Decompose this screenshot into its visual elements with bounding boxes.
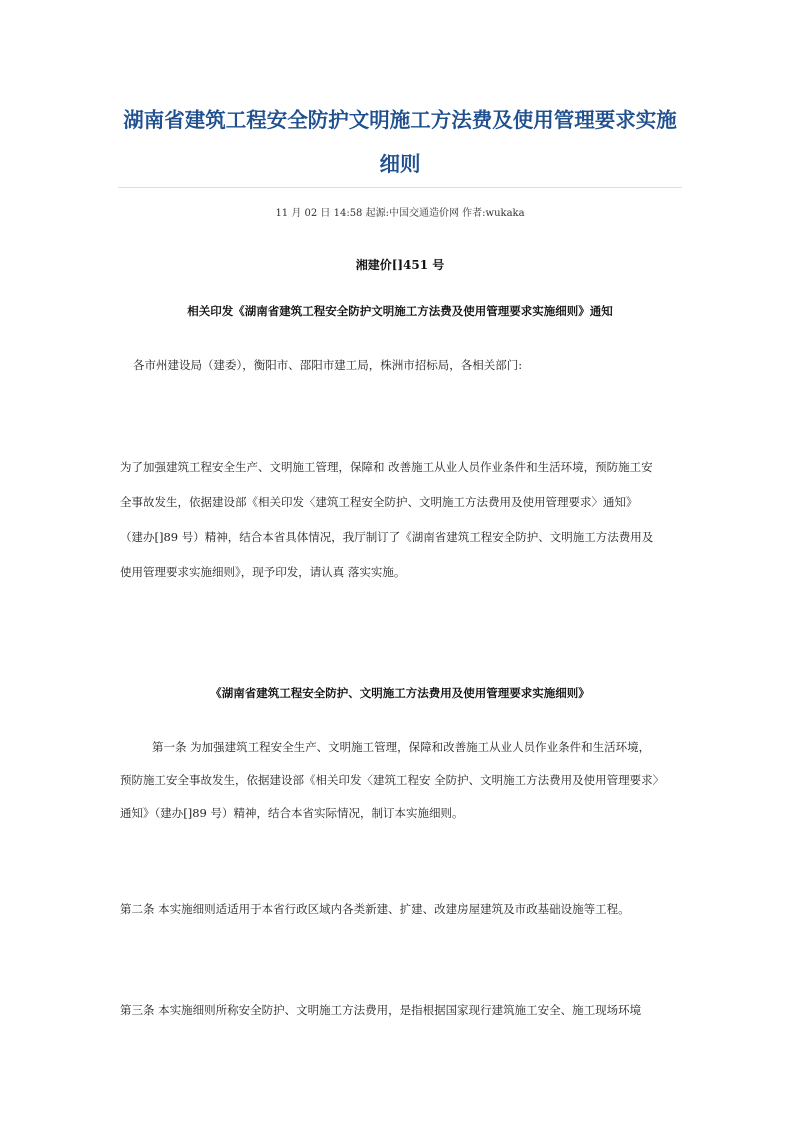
article-meta: 11 月 02 日 14:58 起源:中国交通造价网 作者:wukaka	[275, 208, 525, 219]
intro-line: 为了加强建筑工程安全生产、文明施工管理，保障和 改善施工从业人员作业条件和生活环境，预防施工安	[120, 460, 653, 474]
article-title	[120, 98, 680, 186]
document-number: 湘建价[]451 号	[355, 258, 445, 272]
article-title-line-1: 湖南省建筑工程安全防护文明施工方法费及使用管理要求实施	[123, 108, 677, 132]
intro-line: 使用管理要求实施细则》，现予印发，请认真 落实实施。	[120, 565, 406, 579]
article-3: 第三条 本实施细则所称安全防护、文明施工方法费用，是指根据国家现行建筑施工安全、施工现场环境	[120, 1003, 642, 1017]
intro-line: 全事故发生，依据建设部《相关印发〈建筑工程安全防护、文明施工方法费用及使用管理要求〉通知》	[120, 495, 638, 509]
salutation: 各市州建设局（建委），衡阳市、邵阳市建工局，株洲市招标局，各相关部门:	[133, 358, 523, 372]
article-1	[120, 731, 685, 830]
article-title-line-2: 细则	[379, 152, 421, 176]
title-divider	[118, 187, 682, 188]
notice-title: 相关印发《湖南省建筑工程安全防护文明施工方法费及使用管理要求实施细则》通知	[187, 304, 613, 318]
article-2: 第二条 本实施细则适适用于本省行政区域内各类新建、扩建、改建房屋建筑及市政基础设施等工程。	[120, 902, 630, 916]
intro-line: （建办[]89 号）精神，结合本省具体情况，我厅制订了《湖南省建筑工程安全防护、文明施工方法费用及	[120, 530, 654, 544]
article-1-line: 预防施工安全事故发生，依据建设部《相关印发〈建筑工程安 全防护、文明施工方法费用及使用管理要求〉	[120, 773, 665, 787]
article-1-line: 第一条 为加强建筑工程安全生产、文明施工管理，保障和改善施工从业人员作业条件和生活环境，	[152, 740, 651, 754]
rules-title: 《湖南省建筑工程安全防护、文明施工方法费用及使用管理要求实施细则》	[210, 686, 590, 700]
intro-paragraph	[120, 450, 685, 590]
article-1-line: 通知》（建办[]89 号）精神，结合本省实际情况，制订本实施细则。	[120, 806, 464, 820]
